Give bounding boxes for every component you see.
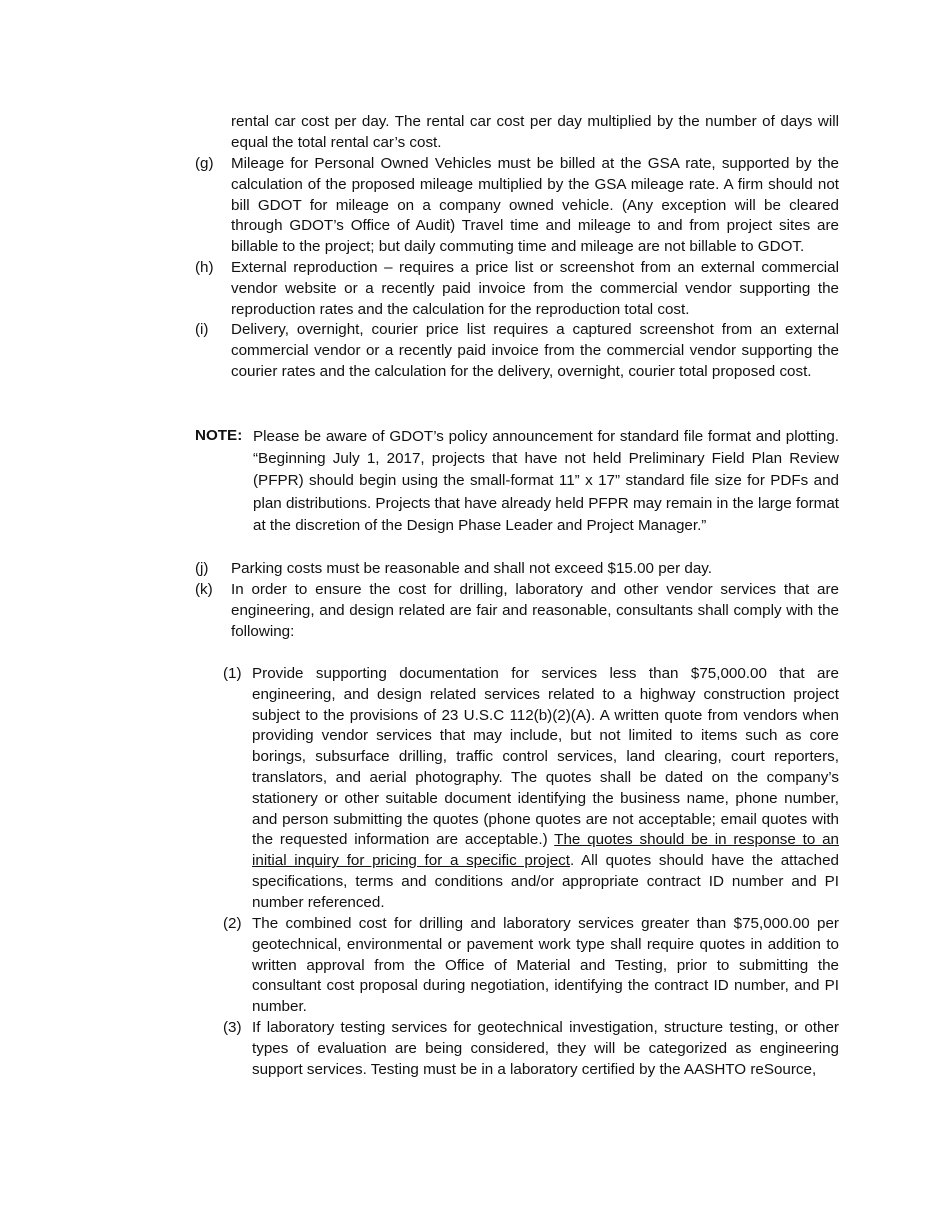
subitem-text-1-part2: . All quotes should have the attached specifications, terms and conditions and/or appropriate contract ID number and PI number referenced. xyxy=(252,852,839,911)
subitem-text-1-part1: Provide supporting documentation for services less than $75,000.00 that are engineering, and design related services related to a highway construction project subject to the provisions of 23 U.S.C 112(b)(2)(A). A written quote from vendors when providing vendor services that may include, but not limited to items such as core borings, subsurface drilling, traffic control services, land clearing, court reporters, translators, and aerial photography. The quotes shall be dated on the company’s stationery or other suitable document identifying the business name, phone number, and person submitting the quotes (phone quotes are not acceptable; email quotes with the requested information are acceptable.) xyxy=(252,665,839,849)
item-text-k: In order to ensure the cost for drilling, laboratory and other vendor services that are engineering, and design related are fair and reasonable, consultants shall comply with the following: xyxy=(231,581,839,640)
note-text: Please be aware of GDOT’s policy announcement for standard file format and plotting. “Beginning July 1, 2017, projects that have not held Preliminary Field Plan Review (PFPR) should begin using the small-format 11” x 17” standard file size for PDFs and plan distributions. Projects that have already held PFPR may remain in the large format at the discretion of the Design Phase Leader and Project Manager.” xyxy=(253,428,839,534)
subitem-text-2: The combined cost for drilling and laboratory services greater than $75,000.00 per geotechnical, environmental or pavement work type shall require quotes in addition to written approval from the Office of Material and Testing, prior to submitting the consultant cost proposal during negotiation, identifying the contract ID number, and PI number. xyxy=(252,915,839,1016)
item-text-i: Delivery, overnight, courier price list requires a captured screenshot from an external commercial vendor or a recently paid invoice from the commercial vendor supporting the courier rates and the calculation for the delivery, overnight, courier total proposed cost. xyxy=(231,321,839,380)
continuation-paragraph: rental car cost per day. The rental car cost per day multiplied by the number of days will equal the total rental car’s cost. xyxy=(231,113,839,151)
subitem-label-2: (2) xyxy=(223,915,242,932)
item-label-j: (j) xyxy=(195,560,209,577)
item-label-i: (i) xyxy=(195,321,209,338)
item-text-h: External reproduction – requires a price list or screenshot from an external commercial vendor website or a recently paid invoice from the commercial vendor supporting the reproduction rates and the calculation for the reproduction total cost. xyxy=(231,259,839,318)
subitem-text-1 xyxy=(252,664,839,914)
item-label-g: (g) xyxy=(195,155,214,172)
item-text-j: Parking costs must be reasonable and shall not exceed $15.00 per day. xyxy=(231,560,712,577)
item-label-k: (k) xyxy=(195,581,213,598)
subitem-label-1: (1) xyxy=(223,665,242,682)
subitem-text-1-underlined: The quotes should be in response to an initial inquiry for pricing for a specific project xyxy=(252,831,839,870)
note-label: NOTE: xyxy=(195,427,243,444)
item-text-g: Mileage for Personal Owned Vehicles must be billed at the GSA rate, supported by the calculation of the proposed mileage multiplied by the GSA mileage rate. A firm should not bill GDOT for mileage on a company owned vehicle. (Any exception will be cleared through GDOT’s Office of Audit) Travel time and mileage to and from project sites are billable to the project; but daily commuting time and mileage are not billable to GDOT. xyxy=(231,155,839,256)
subitem-label-3: (3) xyxy=(223,1019,242,1036)
item-label-h: (h) xyxy=(195,259,214,276)
subitem-text-3: If laboratory testing services for geotechnical investigation, structure testing, or other types of evaluation are being considered, they will be categorized as engineering support services. Testing must be in a laboratory certified by the AASHTO reSource, xyxy=(252,1019,839,1078)
